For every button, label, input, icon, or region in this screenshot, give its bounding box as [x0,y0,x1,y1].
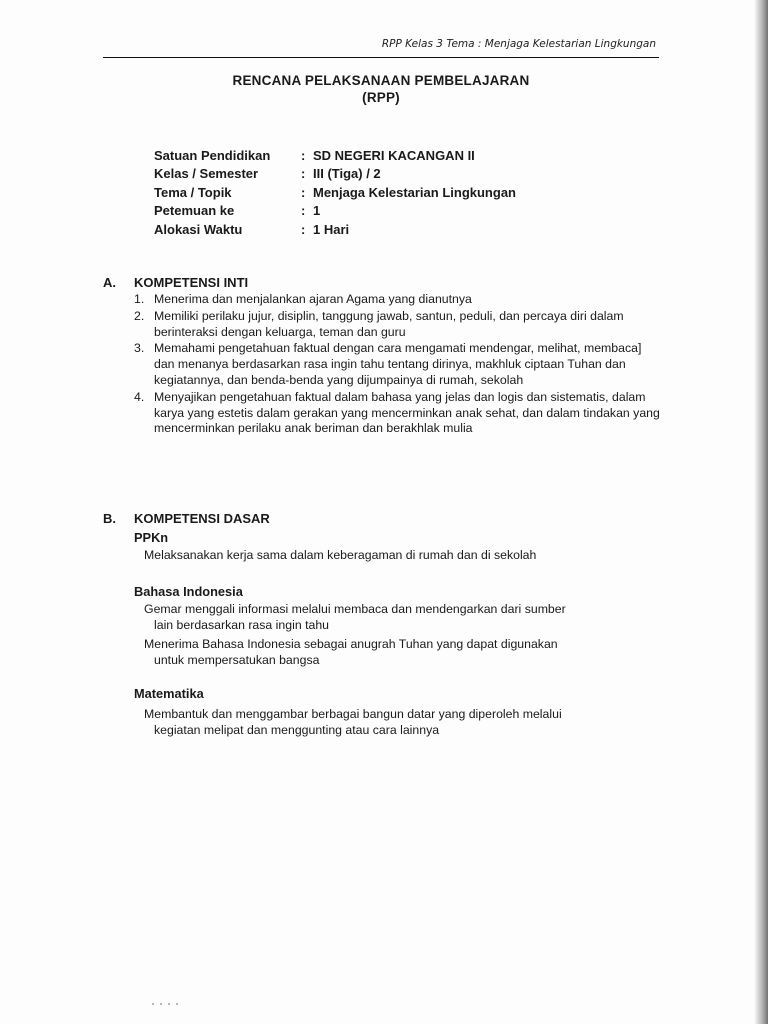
identity-label: Satuan Pendidikan [154,147,271,163]
scan-edge-shadow [754,0,768,1024]
identity-colon: : [301,166,306,182]
list-item [134,341,664,388]
identity-row [154,165,516,184]
kd-text-line: Menerima Bahasa Indonesia sebagai anugrah Tuhan yang dapat digunakan [144,637,558,651]
identity-row [154,202,516,221]
list-number: 2. [134,308,145,323]
identity-row [154,220,516,239]
identity-row [154,183,516,202]
identity-row [154,146,516,165]
kd-text-line: kegiatan melipat dan menggunting atau cara lainnya [154,722,440,737]
list-text: Menyajikan pengetahuan faktual dalam bahasa yang jelas dan logis dan sistematis, dalam karya yang estetis dalam gerakan yang mencerminkan anak sehat, dan dalam tindakan yang mencerminkan perilaku anak beriman dan berakhlak mulia [154,389,660,436]
identity-value: 1 Hari [313,221,350,237]
section-a-heading [103,275,248,290]
identity-value: SD NEGERI KACANGAN II [313,147,475,163]
running-header: RPP Kelas 3 Tema : Menjaga Kelestarian Lingkungan [381,38,656,50]
list-item [134,390,664,437]
list-text: Memiliki perilaku jujur, disiplin, tanggung jawab, santun, peduli, dan percaya diri dalam berinteraksi dengan keluarga, teman dan guru [154,308,624,339]
identity-label: Tema / Topik [154,184,232,200]
identity-colon: : [301,221,306,237]
section-letter: A. [103,275,116,290]
identity-value: III (Tiga) / 2 [313,166,381,182]
identity-value: 1 [313,203,321,219]
kd-text-line: untuk mempersatukan bangsa [154,652,320,667]
kd-text-line: Membantuk dan menggambar berbagai bangun datar yang diperoleh melalui [144,707,562,721]
section-title: KOMPETENSI DASAR [134,511,270,526]
scan-speck [152,1003,182,1005]
kompetensi-inti-list [134,292,664,438]
kd-entry [144,548,644,564]
kd-entry [144,707,644,739]
section-letter: B. [103,511,116,526]
section-b-heading [103,511,270,526]
kd-entry [144,602,644,634]
subject-heading-ppkn: PPKn [134,530,169,545]
header-rule [103,57,659,58]
kd-text-line: Gemar menggali informasi melalui membaca dan mendengarkan dari sumber [144,602,566,616]
identity-colon: : [301,203,306,219]
list-item [134,292,664,308]
identity-value: Menjaga Kelestarian Lingkungan [313,184,516,200]
kd-entry [144,637,644,669]
identity-label: Alokasi Waktu [154,221,243,237]
kd-text-line: lain berdasarkan rasa ingin tahu [154,617,330,632]
document-subtitle: (RPP) [362,90,400,105]
list-item [134,309,664,341]
subject-heading-bahasa-indonesia: Bahasa Indonesia [134,584,243,599]
section-title: KOMPETENSI INTI [134,275,249,290]
identity-colon: : [301,184,306,200]
document-title: RENCANA PELAKSANAAN PEMBELAJARAN [232,73,530,88]
list-number: 3. [134,341,145,356]
identity-table [154,146,516,239]
subject-heading-matematika: Matematika [134,686,204,701]
list-number: 1. [134,292,145,306]
kd-text-line: Melaksanakan kerja sama dalam keberagaman di rumah dan di sekolah [144,548,537,562]
identity-colon: : [301,147,306,163]
identity-label: Petemuan ke [154,203,235,219]
list-text: Menerima dan menjalankan ajaran Agama yang dianutnya [154,292,472,306]
identity-label: Kelas / Semester [154,166,259,182]
list-text: Memahami pengetahuan faktual dengan cara mengamati mendengar, melihat, membaca] dan menanya berdasarkan rasa ingin tahu tentang dirinya, makhluk ciptaan Tuhan dan kegiatannya, dan benda-benda yang dijumpainya di rumah, sekolah [154,341,642,387]
list-number: 4. [134,389,145,404]
